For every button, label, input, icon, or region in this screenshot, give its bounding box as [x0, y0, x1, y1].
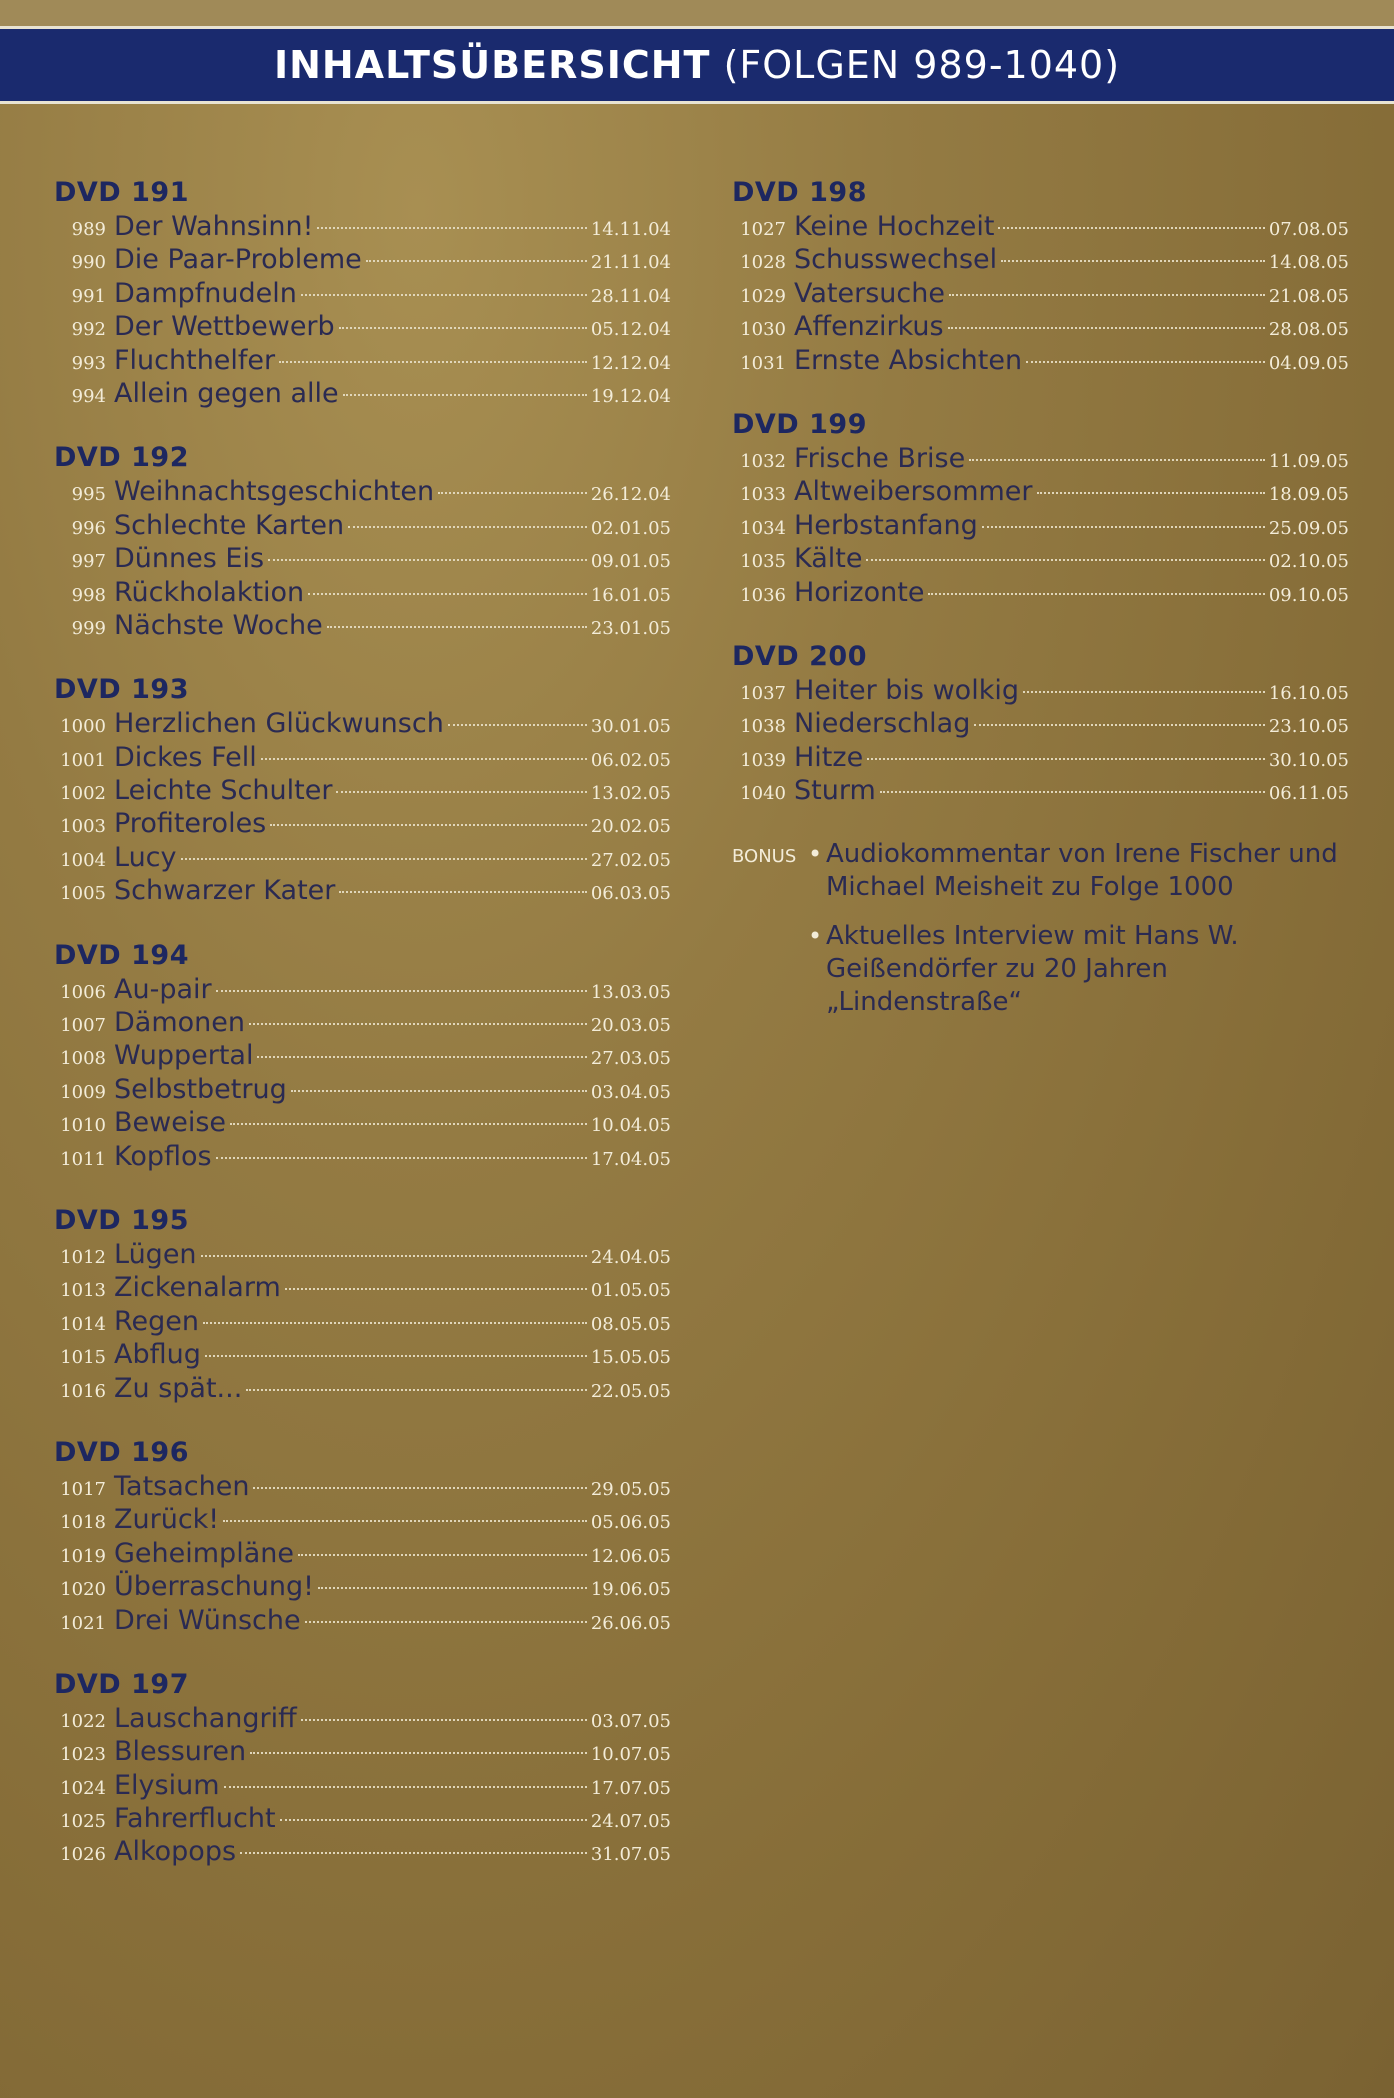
episode-date: 17.04.05 [590, 1148, 671, 1170]
episode-title: Profiteroles [114, 808, 267, 840]
episode-title: Affenzirkus [794, 311, 944, 343]
episode-number: 1028 [740, 252, 786, 274]
dot-leader [1001, 260, 1265, 262]
episode-number: 1032 [740, 450, 786, 472]
episode-title: Tatsachen [114, 1470, 250, 1502]
dot-leader [438, 492, 587, 494]
episode-number: 1031 [740, 352, 786, 374]
episode-date: 21.08.05 [1268, 285, 1349, 307]
dot-leader [867, 758, 1265, 760]
bonus-text: Aktuelles Interview mit Hans W. Geißendörfer zu 20 Jahren „Lindenstraße“ [826, 921, 1239, 1018]
dot-leader [201, 1255, 587, 1257]
episode-date: 24.04.05 [590, 1246, 671, 1268]
episode-date: 06.03.05 [590, 883, 671, 905]
dot-leader [866, 559, 1264, 561]
episode-title: Lügen [114, 1238, 197, 1270]
episode-title: Zickenalarm [114, 1272, 281, 1304]
episode-title: Weihnachtsgeschichten [114, 476, 435, 508]
right-column-groups [732, 176, 1349, 807]
episode-date: 18.09.05 [1268, 484, 1349, 506]
episode-number: 989 [71, 219, 106, 240]
dot-leader [216, 1157, 587, 1159]
episode-row [732, 310, 1349, 343]
episode-row [54, 1570, 671, 1603]
episode-title: Keine Hochzeit [794, 211, 995, 242]
dot-leader [339, 891, 586, 893]
episode-row [54, 1604, 671, 1637]
dot-leader [348, 526, 587, 528]
episode-title: Ernste Absichten [794, 344, 1023, 376]
episode-row [54, 1305, 671, 1338]
episode-date: 27.03.05 [590, 1048, 671, 1070]
top-band [0, 0, 1394, 26]
episode-title: Heiter bis wolkig [794, 674, 1019, 706]
dvd-group [54, 1668, 671, 1869]
episode-date: 19.06.05 [590, 1579, 671, 1601]
dot-leader [203, 1322, 587, 1324]
dot-leader [250, 1752, 587, 1754]
bullet-icon: • [808, 922, 823, 951]
dot-leader [301, 1719, 587, 1721]
episode-row [54, 542, 671, 575]
dot-leader [366, 260, 587, 262]
dot-leader [298, 1554, 587, 1556]
dvd-group [54, 939, 671, 1173]
episode-number: 992 [71, 319, 106, 341]
episode-title: Dämonen [114, 1007, 245, 1039]
episode-date: 29.05.05 [590, 1478, 671, 1500]
episode-number: 1009 [60, 1081, 106, 1103]
episode-number: 1001 [60, 749, 106, 771]
episode-row [732, 509, 1349, 542]
episode-title: Niederschlag [794, 708, 971, 740]
episode-row [732, 674, 1349, 707]
dvd-group [54, 441, 671, 642]
episode-number: 1039 [740, 749, 786, 771]
episode-date: 16.01.05 [590, 584, 671, 606]
dvd-group [54, 1204, 671, 1405]
dot-leader [230, 1123, 587, 1125]
episode-number: 1018 [60, 1512, 106, 1534]
episode-number: 998 [71, 584, 106, 606]
episode-row [54, 344, 671, 377]
dot-leader [279, 361, 587, 363]
episode-title: Frische Brise [794, 442, 966, 474]
episode-title: Der Wahnsinn! [114, 211, 314, 242]
episode-number: 1020 [60, 1579, 106, 1601]
dvd-group [732, 176, 1349, 377]
episode-number: 1035 [740, 551, 786, 573]
episode-number: 1015 [60, 1347, 106, 1369]
dot-leader [268, 559, 587, 561]
episode-number: 1017 [60, 1478, 106, 1500]
episode-date: 13.03.05 [590, 981, 671, 1003]
episode-date: 14.08.05 [1268, 252, 1349, 274]
episode-date: 20.03.05 [590, 1015, 671, 1037]
episode-number: 1012 [60, 1246, 106, 1268]
episode-row [54, 874, 671, 907]
dot-leader [285, 1288, 587, 1290]
dot-leader [246, 1389, 587, 1391]
episode-title: Dampfnudeln [114, 277, 297, 309]
dvd-group [54, 176, 671, 410]
episode-date: 23.10.05 [1268, 716, 1349, 738]
episode-row [732, 576, 1349, 609]
episode-title: Beweise [114, 1107, 227, 1139]
episode-number: 1002 [60, 783, 106, 805]
dvd-title: DVD 195 [54, 1204, 189, 1236]
episode-date: 19.12.04 [590, 385, 671, 407]
episode-title: Nächste Woche [114, 609, 323, 641]
episode-date: 03.04.05 [590, 1081, 671, 1103]
episode-number: 993 [71, 352, 106, 374]
dot-leader [318, 1587, 587, 1589]
dot-leader [223, 1520, 587, 1522]
dvd-title: DVD 194 [54, 939, 189, 971]
dvd-title: DVD 191 [54, 177, 189, 208]
episode-number: 1021 [60, 1612, 106, 1634]
episode-title: Drei Wünsche [114, 1604, 301, 1636]
episode-title: Kälte [794, 543, 863, 575]
episode-title: Sturm [794, 775, 876, 807]
episode-row [732, 210, 1349, 243]
episode-number: 997 [71, 551, 106, 573]
episode-date: 10.07.05 [590, 1744, 671, 1766]
episode-row [54, 475, 671, 508]
episode-row [54, 1372, 671, 1405]
episode-title: Schusswechsel [794, 244, 998, 276]
episode-title: Abflug [114, 1339, 201, 1371]
page-title-bold: INHALTSÜBERSICHT [273, 43, 711, 87]
bonus-item [808, 920, 1349, 1019]
dot-leader [305, 1621, 587, 1623]
dot-leader [205, 1355, 587, 1357]
episode-title: Lauschangriff [114, 1702, 297, 1734]
episode-title: Dickes Fell [114, 741, 257, 773]
dot-leader [948, 327, 1265, 329]
episode-title: Altweibersommer [794, 476, 1033, 508]
episode-title: Herzlichen Glückwunsch [114, 708, 444, 740]
episode-row [54, 807, 671, 840]
dot-leader [949, 294, 1265, 296]
dot-leader [270, 824, 587, 826]
bonus-text: Audiokommentar von Irene Fischer und Michael Meisheit zu Folge 1000 [826, 839, 1338, 903]
episode-title: Überraschung! [114, 1571, 314, 1603]
bonus-items [808, 838, 1349, 1035]
episode-row [54, 609, 671, 642]
episode-row [54, 310, 671, 343]
episode-date: 17.07.05 [590, 1777, 671, 1799]
episode-title: Rückholaktion [114, 576, 305, 608]
episode-row [54, 774, 671, 807]
episode-title: Elysium [114, 1769, 220, 1801]
dot-leader [880, 791, 1265, 793]
episode-date: 23.01.05 [590, 617, 671, 639]
episode-date: 01.05.05 [590, 1280, 671, 1302]
dot-leader [982, 526, 1265, 528]
episode-number: 1030 [740, 319, 786, 341]
dot-leader [343, 394, 587, 396]
episode-title: Schlechte Karten [114, 509, 345, 541]
dot-leader [253, 1487, 586, 1489]
page-title [274, 43, 1120, 87]
episode-number: 1023 [60, 1744, 106, 1766]
episode-number: 990 [71, 252, 106, 274]
episode-number: 1016 [60, 1380, 106, 1402]
episode-row [54, 1735, 671, 1768]
episode-date: 04.09.05 [1268, 352, 1349, 374]
episode-title: Leichte Schulter [114, 775, 333, 807]
dot-leader [928, 593, 1264, 595]
episode-number: 999 [71, 617, 106, 639]
episode-row [54, 243, 671, 276]
dvd-title: DVD 200 [732, 640, 867, 672]
dot-leader [969, 459, 1265, 461]
episode-row [54, 1006, 671, 1039]
episode-date: 20.02.05 [590, 816, 671, 838]
episode-row [54, 1338, 671, 1371]
episode-row [54, 1271, 671, 1304]
episode-title: Regen [114, 1305, 200, 1337]
episode-number: 1038 [740, 716, 786, 738]
episode-row [54, 509, 671, 542]
episode-row [54, 1106, 671, 1139]
dot-leader [1023, 691, 1265, 693]
episode-date: 02.01.05 [590, 517, 671, 539]
episode-number: 1000 [60, 716, 106, 738]
episode-row [732, 475, 1349, 508]
episode-title: Fluchthelfer [114, 344, 276, 376]
episode-number: 995 [71, 484, 106, 506]
bonus-item [808, 838, 1349, 904]
episode-title: Kopflos [114, 1140, 212, 1172]
dvd-title: DVD 192 [54, 442, 189, 474]
right-column [732, 176, 1349, 1035]
dot-leader [339, 327, 587, 329]
episode-row [54, 1802, 671, 1835]
dot-leader [249, 1023, 587, 1025]
episode-date: 06.11.05 [1268, 783, 1349, 805]
episode-date: 05.12.04 [590, 319, 671, 341]
dvd-group [732, 408, 1349, 609]
episode-number: 1022 [60, 1710, 106, 1732]
episode-number: 1034 [740, 517, 786, 539]
episode-date: 03.07.05 [590, 1710, 671, 1732]
dot-leader [974, 724, 1264, 726]
dot-leader [448, 724, 587, 726]
episode-date: 22.05.05 [590, 1380, 671, 1402]
dot-leader [181, 858, 587, 860]
episode-number: 1025 [60, 1811, 106, 1833]
episode-number: 1033 [740, 484, 786, 506]
dvd-group [54, 673, 671, 907]
episode-date: 25.09.05 [1268, 517, 1349, 539]
dvd-title: DVD 196 [54, 1436, 189, 1468]
episode-title: Alkopops [114, 1836, 237, 1868]
episode-number: 1011 [60, 1148, 106, 1170]
dot-leader [998, 227, 1264, 229]
bonus-label: BONUS [732, 846, 797, 868]
episode-date: 30.10.05 [1268, 749, 1349, 771]
dvd-title: DVD 199 [732, 408, 867, 440]
episode-date: 11.09.05 [1268, 450, 1349, 472]
episode-row [54, 1238, 671, 1271]
dot-leader [327, 626, 587, 628]
episode-number: 1008 [60, 1048, 106, 1070]
episode-date: 13.02.05 [590, 783, 671, 805]
episode-row [54, 210, 671, 243]
episode-date: 07.08.05 [1268, 219, 1349, 240]
dot-leader [1026, 361, 1265, 363]
episode-title: Zu spät... [114, 1372, 243, 1404]
episode-date: 14.11.04 [590, 219, 671, 240]
episode-row [54, 377, 671, 410]
dvd-title: DVD 193 [54, 674, 189, 706]
episode-date: 15.05.05 [590, 1347, 671, 1369]
episode-title: Selbstbetrug [114, 1073, 287, 1105]
episode-title: Wuppertal [114, 1040, 254, 1072]
episode-title: Horizonte [794, 576, 925, 608]
episode-number: 1007 [60, 1015, 106, 1037]
episode-row [54, 277, 671, 310]
episode-row [732, 277, 1349, 310]
dot-leader [308, 593, 587, 595]
episode-row [54, 1140, 671, 1173]
dot-leader [257, 1056, 586, 1058]
episode-title: Die Paar-Probleme [114, 244, 362, 276]
episode-row [54, 707, 671, 740]
episode-number: 1013 [60, 1280, 106, 1302]
episode-number: 1006 [60, 981, 106, 1003]
episode-row [54, 1769, 671, 1802]
episode-title: Geheimpläne [114, 1537, 294, 1569]
episode-number: 1010 [60, 1115, 106, 1137]
episode-row [54, 1537, 671, 1570]
dvd-title: DVD 197 [54, 1668, 189, 1700]
dot-leader [216, 990, 587, 992]
episode-title: Zurück! [114, 1504, 220, 1536]
episode-date: 16.10.05 [1268, 682, 1349, 704]
episode-row [732, 344, 1349, 377]
episode-date: 30.01.05 [590, 716, 671, 738]
page-title-range: (FOLGEN 989-1040) [723, 43, 1121, 87]
episode-title: Vatersuche [794, 277, 945, 309]
episode-date: 08.05.05 [590, 1313, 671, 1335]
episode-date: 28.08.05 [1268, 319, 1349, 341]
episode-date: 26.12.04 [590, 484, 671, 506]
episode-date: 02.10.05 [1268, 551, 1349, 573]
episode-number: 1029 [740, 285, 786, 307]
episode-number: 1026 [60, 1844, 106, 1866]
episode-row [54, 1835, 671, 1868]
episode-date: 12.06.05 [590, 1545, 671, 1567]
episode-row [732, 741, 1349, 774]
episode-title: Der Wettbewerb [114, 311, 335, 343]
episode-row [54, 841, 671, 874]
episode-number: 1040 [740, 783, 786, 805]
dvd-group [54, 1436, 671, 1637]
dot-leader [1037, 492, 1265, 494]
episode-row [732, 442, 1349, 475]
episode-date: 26.06.05 [590, 1612, 671, 1634]
episode-title: Hitze [794, 741, 864, 773]
episode-row [54, 1039, 671, 1072]
episode-number: 1014 [60, 1313, 106, 1335]
episode-title: Herbstanfang [794, 509, 978, 541]
episode-number: 994 [71, 385, 106, 407]
episode-title: Allein gegen alle [114, 377, 339, 409]
dot-leader [301, 294, 587, 296]
header-bar [0, 26, 1394, 104]
episode-row [54, 576, 671, 609]
episode-number: 996 [71, 517, 106, 539]
episode-number: 1036 [740, 584, 786, 606]
dot-leader [317, 227, 586, 229]
episode-row [54, 741, 671, 774]
episode-title: Fahrerflucht [114, 1803, 276, 1835]
episode-title: Au-pair [114, 973, 212, 1005]
episode-number: 1027 [740, 219, 786, 240]
episode-number: 1005 [60, 883, 106, 905]
dot-leader [240, 1852, 587, 1854]
episode-date: 10.04.05 [590, 1115, 671, 1137]
episode-date: 05.06.05 [590, 1512, 671, 1534]
episode-row [732, 542, 1349, 575]
episode-date: 09.01.05 [590, 551, 671, 573]
dot-leader [261, 758, 587, 760]
episode-number: 1024 [60, 1777, 106, 1799]
episode-row [732, 707, 1349, 740]
episode-row [54, 1470, 671, 1503]
episode-date: 31.07.05 [590, 1844, 671, 1866]
episode-date: 06.02.05 [590, 749, 671, 771]
episode-date: 12.12.04 [590, 352, 671, 374]
episode-number: 1037 [740, 682, 786, 704]
episode-row [54, 973, 671, 1006]
dot-leader [224, 1786, 587, 1788]
episode-title: Lucy [114, 841, 177, 873]
left-column [54, 176, 671, 1900]
episode-title: Schwarzer Kater [114, 875, 336, 907]
episode-number: 1003 [60, 816, 106, 838]
dot-leader [291, 1090, 587, 1092]
episode-row [732, 774, 1349, 807]
dvd-title: DVD 198 [732, 177, 867, 208]
episode-date: 21.11.04 [590, 252, 671, 274]
dot-leader [336, 791, 586, 793]
episode-row [54, 1503, 671, 1536]
bonus-section [732, 838, 1349, 1035]
bullet-icon: • [808, 840, 823, 869]
dvd-group [732, 640, 1349, 808]
episode-number: 1019 [60, 1545, 106, 1567]
episode-date: 27.02.05 [590, 849, 671, 871]
episode-number: 991 [71, 285, 106, 307]
episode-row [54, 1073, 671, 1106]
episode-date: 24.07.05 [590, 1811, 671, 1833]
dot-leader [280, 1819, 587, 1821]
episode-date: 09.10.05 [1268, 584, 1349, 606]
episode-row [54, 1702, 671, 1735]
episode-number: 1004 [60, 849, 106, 871]
episode-date: 28.11.04 [590, 285, 671, 307]
episode-title: Dünnes Eis [114, 543, 265, 575]
episode-title: Blessuren [114, 1736, 247, 1768]
episode-row [732, 243, 1349, 276]
